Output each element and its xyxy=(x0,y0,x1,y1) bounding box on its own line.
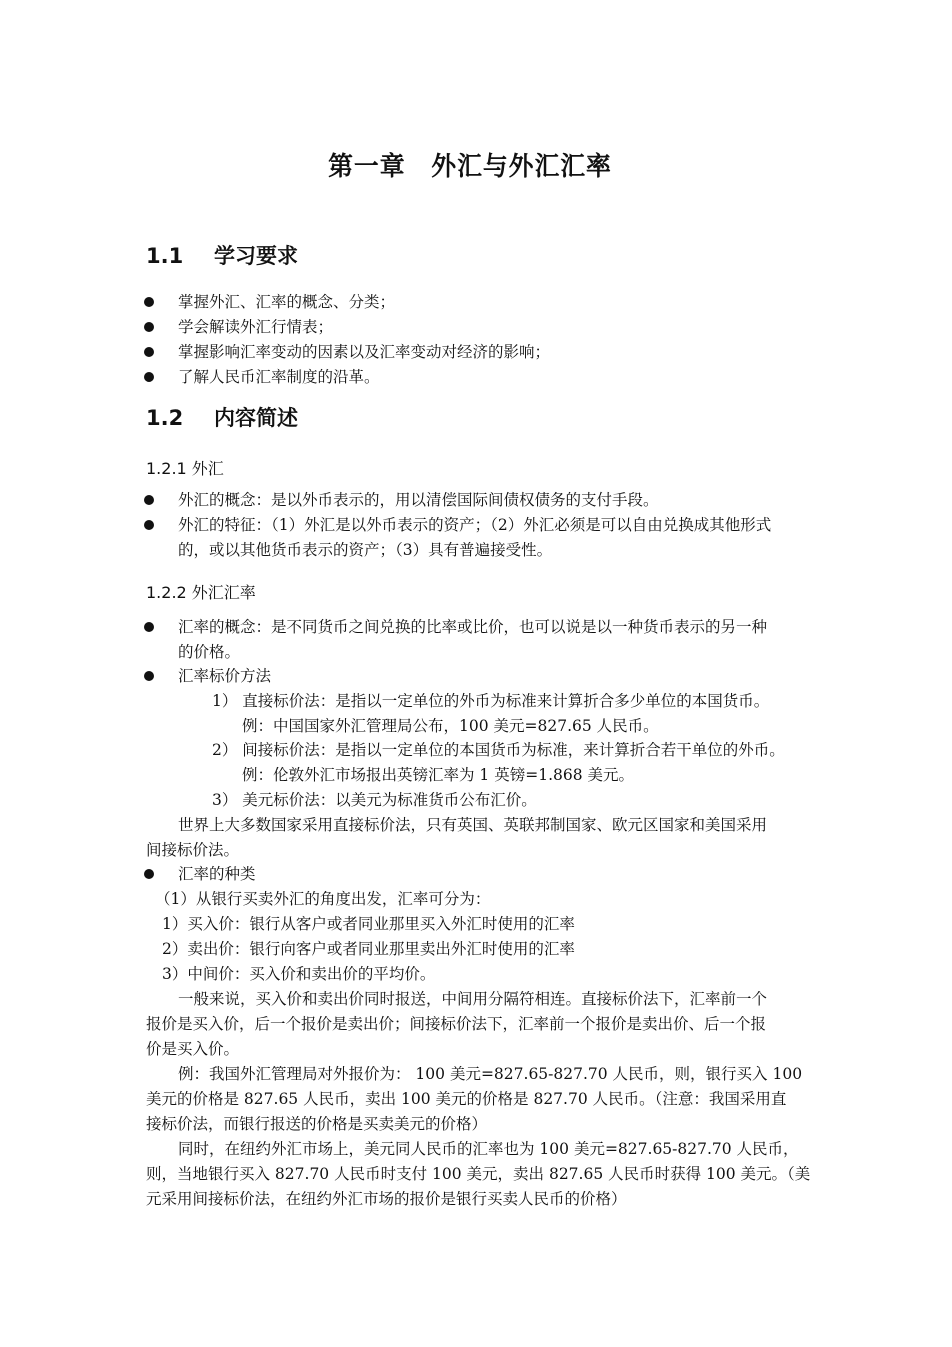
requirement-item: 掌握影响汇率变动的因素以及汇率变动对经济的影响； xyxy=(178,343,551,361)
section-heading-1-2 xyxy=(146,402,298,432)
section-heading-1-1 xyxy=(146,240,298,270)
paragraph-line: 例：我国外汇管理局对外报价为： 100 美元=827.65-827.70 人民币，则，银行买入 100 xyxy=(178,1065,803,1083)
quote-method-item: 2） 间接标价法：是指以一定单位的本国货币为标准，来计算折合若干单位的外币。 xyxy=(212,741,785,759)
paragraph-line: 美元的价格是 827.65 人民币，卖出 100 美元的价格是 827.70 人民币。（注意：我国采用直 xyxy=(146,1090,787,1108)
bullet-icon xyxy=(144,322,154,332)
quote-method-item: 1） 直接标价法：是指以一定单位的外币为标准来计算折合多少单位的本国货币。 xyxy=(212,692,770,710)
paragraph-line: 价是买入价。 xyxy=(146,1040,240,1058)
quote-method-label: 汇率标价方法 xyxy=(178,667,272,685)
bullet-icon xyxy=(144,297,154,307)
section-title: 学习要求 xyxy=(214,244,298,268)
rate-concept-line: 的价格。 xyxy=(178,643,241,661)
paragraph-line: 一般来说，买入价和卖出价同时报送，中间用分隔符相连。直接标价法下，汇率前一个 xyxy=(178,990,768,1008)
rate-type-item: 3）中间价：买入价和卖出价的平均价。 xyxy=(162,965,436,983)
quote-method-item: 3） 美元标价法：以美元为标准货币公布汇价。 xyxy=(212,791,537,809)
bullet-icon xyxy=(144,495,154,505)
rate-type-item: （1）从银行买卖外汇的角度出发，汇率可分为： xyxy=(155,890,491,908)
rate-type-item: 2）卖出价：银行向客户或者同业那里卖出外汇时使用的汇率 xyxy=(162,940,575,958)
section-title: 内容简述 xyxy=(214,406,298,430)
subsection-heading-1-2-2: 1.2.2 外汇汇率 xyxy=(146,583,256,602)
chapter-title: 第一章 外汇与外汇汇率 xyxy=(328,152,612,182)
bullet-icon xyxy=(144,869,154,879)
paragraph-line: 元采用间接标价法，在纽约外汇市场的报价是银行买卖人民币的价格） xyxy=(146,1190,627,1208)
requirement-item: 学会解读外汇行情表； xyxy=(178,318,334,336)
bullet-icon xyxy=(144,347,154,357)
paragraph-line: 同时，在纽约外汇市场上，美元同人民币的汇率也为 100 美元=827.65-827.70 人民币， xyxy=(178,1140,799,1158)
rate-concept-line: 汇率的概念：是不同货币之间兑换的比率或比价，也可以说是以一种货币表示的另一种 xyxy=(178,618,768,636)
paragraph-line: 报价是买入价，后一个报价是卖出价；间接标价法下，汇率前一个报价是卖出价、后一个报 xyxy=(146,1015,767,1033)
section-number: 1.2 xyxy=(146,406,184,430)
fx-feature-line: 的，或以其他货币表示的资产；（3）具有普遍接受性。 xyxy=(178,541,553,559)
requirement-item: 掌握外汇、汇率的概念、分类； xyxy=(178,293,396,311)
paragraph-line: 世界上大多数国家采用直接标价法，只有英国、英联邦制国家、欧元区国家和美国采用 xyxy=(178,816,768,834)
paragraph-line: 接标价法，而银行报送的价格是买卖美元的价格） xyxy=(146,1115,488,1133)
requirement-item: 了解人民币汇率制度的沿革。 xyxy=(178,368,380,386)
bullet-icon xyxy=(144,622,154,632)
bullet-icon xyxy=(144,372,154,382)
rate-type-item: 1）买入价：银行从客户或者同业那里买入外汇时使用的汇率 xyxy=(162,915,575,933)
rate-types-label: 汇率的种类 xyxy=(178,865,256,883)
bullet-icon xyxy=(144,520,154,530)
subsection-heading-1-2-1: 1.2.1 外汇 xyxy=(146,459,224,478)
quote-method-example: 例：伦敦外汇市场报出英镑汇率为 1 英镑=1.868 美元。 xyxy=(242,766,635,784)
paragraph-line: 间接标价法。 xyxy=(146,841,240,859)
paragraph-line: 则，当地银行买入 827.70 人民币时支付 100 美元，卖出 827.65 人民币时获得 100 美元。（美 xyxy=(146,1165,811,1183)
fx-concept: 外汇的概念：是以外币表示的，用以清偿国际间债权债务的支付手段。 xyxy=(178,491,659,509)
section-number: 1.1 xyxy=(146,244,184,268)
bullet-icon xyxy=(144,671,154,681)
quote-method-example: 例：中国国家外汇管理局公布，100 美元=827.65 人民币。 xyxy=(242,717,659,735)
fx-feature-line: 外汇的特征：（1）外汇是以外币表示的资产；（2）外汇必须是可以自由兑换成其他形式 xyxy=(178,516,772,534)
